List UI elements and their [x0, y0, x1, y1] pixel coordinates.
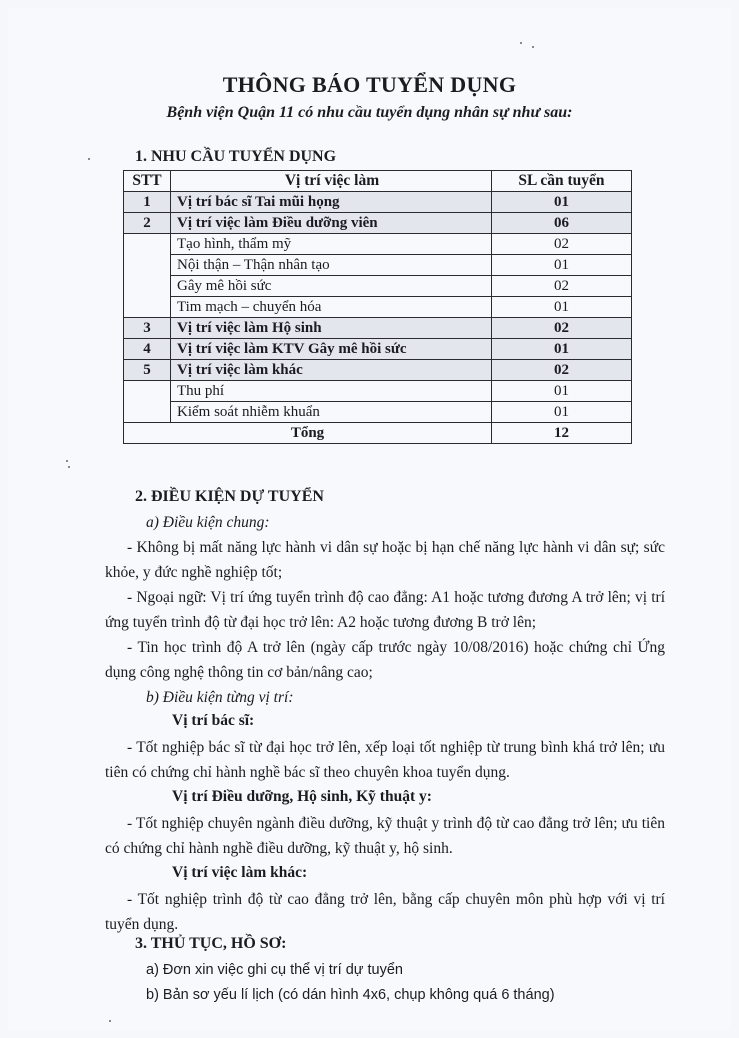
cell-stt [124, 297, 171, 318]
general-condition-3: - Tin học trình độ A trở lên (ngày cấp trước ngày 10/08/2016) hoặc chứng chỉ Ứng dụng công nghệ thông tin cơ bản/nâng cao; [105, 639, 665, 681]
general-conditions-heading: a) Điều kiện chung: [146, 514, 270, 531]
cell-stt: 5 [124, 360, 171, 381]
table-row [124, 360, 632, 381]
cell-qty: 01 [492, 192, 632, 213]
other-conditions: - Tốt nghiệp trình độ từ cao đẳng trở lên, bằng cấp chuyên môn phù hợp với vị trí tuyển dụng. [105, 891, 665, 933]
scan-speck [66, 460, 68, 462]
cell-qty: 01 [492, 339, 632, 360]
table-header-row [124, 171, 632, 192]
total-label: Tổng [124, 423, 492, 444]
scan-speck [520, 42, 522, 44]
nurse-conditions: - Tốt nghiệp chuyên ngành điều dưỡng, kỹ thuật y trình độ từ cao đẳng trở lên; ưu tiên có chứng chỉ hành nghề điều dưỡng, kỹ thuật y, hộ sinh. [105, 815, 665, 857]
cell-qty: 02 [492, 234, 632, 255]
cell-stt [124, 381, 171, 402]
table-row [124, 234, 632, 255]
total-value: 12 [492, 423, 632, 444]
section-1-heading: 1. NHU CẦU TUYỂN DỤNG [135, 148, 337, 165]
recruitment-table [123, 170, 632, 444]
cell-stt [124, 234, 171, 255]
table-row [124, 402, 632, 423]
cell-qty: 06 [492, 213, 632, 234]
cell-qty: 01 [492, 402, 632, 423]
cell-position: Tạo hình, thẩm mỹ [171, 234, 492, 255]
cell-position: Gây mê hồi sức [171, 276, 492, 297]
cell-stt [124, 402, 171, 423]
nurse-heading: Vị trí Điều dưỡng, Hộ sinh, Kỹ thuật y: [172, 788, 432, 805]
table-row [124, 381, 632, 402]
page-title: THÔNG BÁO TUYỂN DỤNG [222, 72, 517, 97]
column-header-position: Vị trí việc làm [171, 171, 492, 192]
column-header-qty: SL cần tuyển [492, 171, 632, 192]
section-3-heading: 3. THỦ TỤC, HỒ SƠ: [135, 935, 287, 952]
cell-qty: 02 [492, 276, 632, 297]
document-item-2: b) Bản sơ yếu lí lịch (có dán hình 4x6, chụp không quá 6 tháng) [146, 987, 555, 1003]
cell-stt: 3 [124, 318, 171, 339]
cell-stt: 1 [124, 192, 171, 213]
cell-qty: 02 [492, 360, 632, 381]
table-row [124, 192, 632, 213]
cell-position: Vị trí việc làm khác [171, 360, 492, 381]
general-condition-2: - Ngoại ngữ: Vị trí ứng tuyển trình độ cao đẳng: A1 hoặc tương đương A trở lên; vị trí ứng tuyển trình độ từ đại học trở lên: A2 hoặc tương đương B trở lên; [105, 589, 665, 631]
cell-stt [124, 276, 171, 297]
scan-speck [532, 46, 534, 48]
cell-qty: 01 [492, 255, 632, 276]
table-row [124, 255, 632, 276]
cell-position: Nội thận – Thận nhân tạo [171, 255, 492, 276]
cell-position: Vị trí bác sĩ Tai mũi họng [171, 192, 492, 213]
cell-position: Vị trí việc làm Hộ sinh [171, 318, 492, 339]
cell-qty: 01 [492, 297, 632, 318]
doctor-heading: Vị trí bác sĩ: [172, 712, 255, 729]
scan-speck [68, 466, 70, 468]
general-condition-1: - Không bị mất năng lực hành vi dân sự hoặc bị hạn chế năng lực hành vi dân sự; sức khỏe, y đức nghề nghiệp tốt; [105, 539, 665, 581]
doctor-conditions: - Tốt nghiệp bác sĩ từ đại học trở lên, xếp loại tốt nghiệp từ trung bình khá trở lên; ưu tiên có chứng chỉ hành nghề bác sĩ theo chuyên khoa tuyển dụng. [105, 739, 665, 781]
table-row [124, 297, 632, 318]
scan-speck [109, 1020, 111, 1022]
specific-conditions-heading: b) Điều kiện từng vị trí: [146, 689, 294, 706]
column-header-stt: STT [124, 171, 171, 192]
cell-qty: 01 [492, 381, 632, 402]
cell-qty: 02 [492, 318, 632, 339]
cell-position: Thu phí [171, 381, 492, 402]
other-heading: Vị trí việc làm khác: [172, 864, 308, 881]
table-total-row [124, 423, 632, 444]
table-row [124, 318, 632, 339]
cell-position: Tim mạch – chuyển hóa [171, 297, 492, 318]
table-row [124, 339, 632, 360]
cell-stt: 2 [124, 213, 171, 234]
cell-stt: 4 [124, 339, 171, 360]
page-subtitle: Bệnh viện Quận 11 có nhu cầu tuyển dụng nhân sự như sau: [166, 104, 573, 121]
scan-speck [88, 158, 90, 160]
cell-position: Kiểm soát nhiễm khuẩn [171, 402, 492, 423]
table-row [124, 213, 632, 234]
cell-position: Vị trí việc làm KTV Gây mê hồi sức [171, 339, 492, 360]
section-2-heading: 2. ĐIỀU KIỆN DỰ TUYỂN [135, 488, 324, 505]
table-row [124, 276, 632, 297]
cell-position: Vị trí việc làm Điều dưỡng viên [171, 213, 492, 234]
document-item-1: a) Đơn xin việc ghi cụ thể vị trí dự tuyển [146, 962, 403, 978]
cell-stt [124, 255, 171, 276]
